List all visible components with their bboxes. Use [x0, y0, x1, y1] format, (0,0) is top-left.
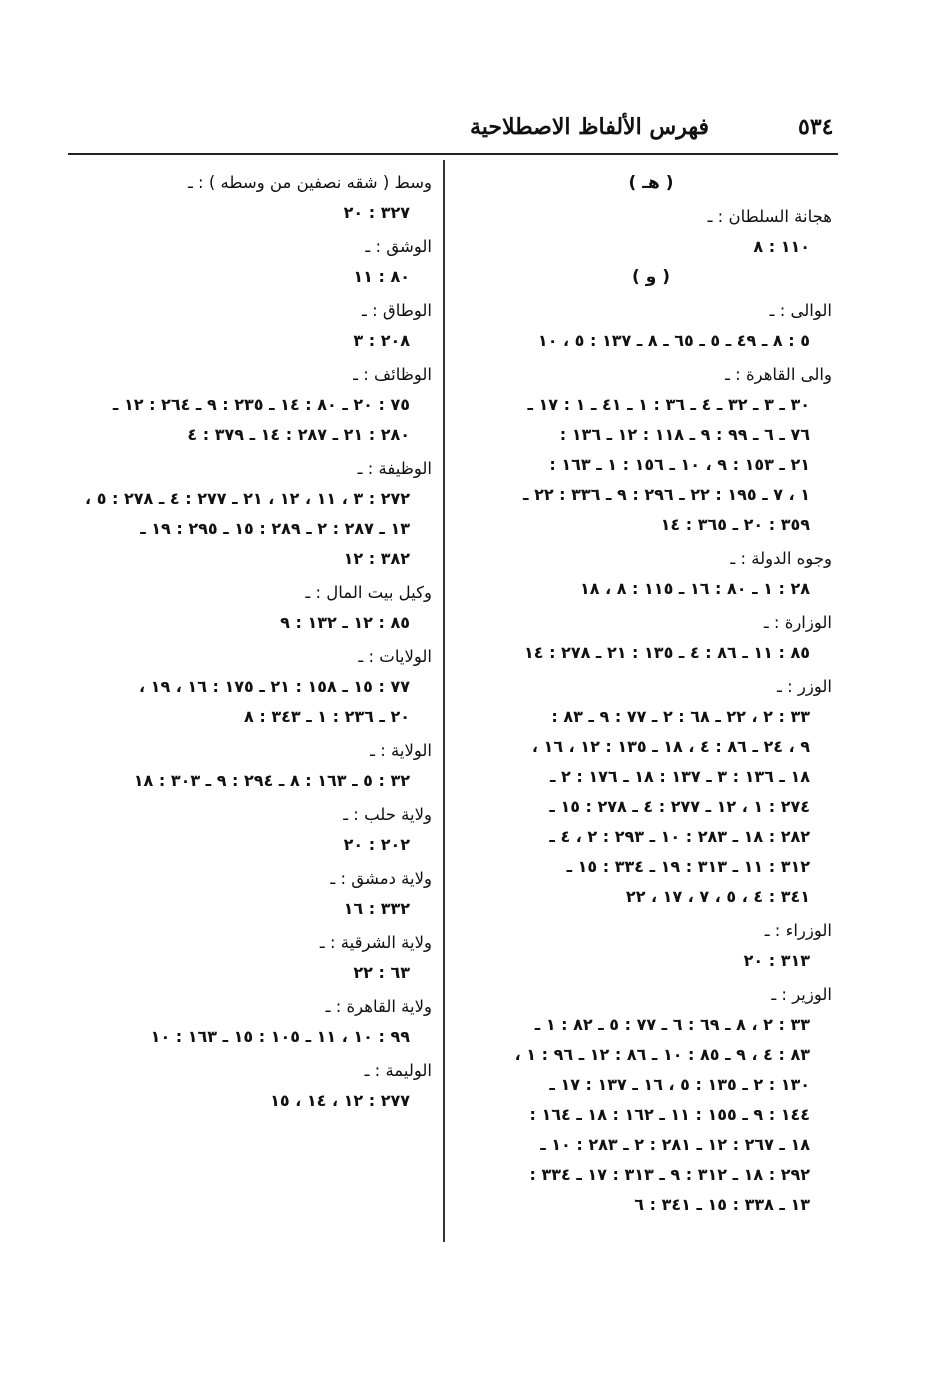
column-divider — [443, 160, 445, 1242]
page-number: ٥٣٤ — [798, 114, 834, 140]
left-page-references: ٣٣٢ : ١٦ — [343, 899, 410, 918]
right-page-references: ١٣٠ : ٢ ـ ١٣٥ : ٥ ، ١٦ ـ ١٣٧ : ١٧ ـ — [549, 1075, 810, 1094]
left-index-term: الوليمة : ـ — [364, 1061, 432, 1080]
left-index-term: الوشق : ـ — [365, 237, 432, 256]
left-page-references: ١٣ ـ ٢٨٧ : ٢ ـ ٢٨٩ : ١٥ ـ ٢٩٥ : ١٩ ـ — [140, 519, 410, 538]
left-index-term: وسط ( شقه نصفين من وسطه ) : ـ — [187, 173, 432, 192]
left-page-references: ٨٥ : ١٢ ـ ١٣٢ : ٩ — [280, 613, 410, 632]
right-page-references: ٧٦ ـ ٦ ـ ٩٩ : ٩ ـ ١١٨ : ١٢ ـ ١٣٦ : — [559, 425, 810, 444]
left-page-references: ٧٥ : ٢٠ ـ ٨٠ : ١٤ ـ ٢٣٥ : ٩ ـ ٢٦٤ : ١٢ ـ — [112, 395, 410, 414]
right-page-references: ١ ، ٧ ـ ١٩٥ : ٢٢ ـ ٢٩٦ : ٩ ـ ٣٣٦ : ٢٢ ـ — [523, 485, 810, 504]
left-page-references: ٣٢٧ : ٢٠ — [343, 203, 410, 222]
left-index-term: الولاية : ـ — [370, 741, 432, 760]
right-page-references: ٩ ، ٢٤ ـ ٨٦ : ٤ ، ١٨ ـ ١٣٥ : ١٢ ، ١٦ ، — [531, 737, 810, 756]
right-page-references: ٢٩٢ : ١٨ ـ ٣١٢ : ٩ ـ ٣١٣ : ١٧ ـ ٣٣٤ : — [529, 1165, 810, 1184]
left-page-references: ٧٧ : ١٥ ـ ١٥٨ : ٢١ ـ ١٧٥ : ١٦ ، ١٩ ، — [139, 677, 410, 696]
right-index-term: الوالى : ـ — [769, 301, 832, 320]
left-index-term: ولاية الشرقية : ـ — [319, 933, 432, 952]
right-page-references: ١٣ ـ ٣٣٨ : ١٥ ـ ٣٤١ : ٦ — [634, 1195, 810, 1214]
right-index-term: الوزر : ـ — [777, 677, 832, 696]
right-page-references: ٣١٣ : ٢٠ — [743, 951, 810, 970]
left-index-term: ولاية القاهرة : ـ — [325, 997, 432, 1016]
left-index-term: الولايات : ـ — [358, 647, 432, 666]
right-index-term: هجانة السلطان : ـ — [707, 207, 832, 226]
right-index-term: الوزراء : ـ — [764, 921, 832, 940]
right-page-references: ١٨ ـ ٢٦٧ : ١٢ ـ ٢٨١ : ٢ ـ ٢٨٣ : ١٠ ـ — [540, 1135, 810, 1154]
right-page-references: ١١٠ : ٨ — [753, 237, 810, 256]
left-page-references: ٢٨٠ : ٢١ ـ ٢٨٧ : ١٤ ـ ٣٧٩ : ٤ — [187, 425, 410, 444]
right-page-references: ٣٣ : ٢ ، ٢٢ ـ ٦٨ : ٢ ـ ٧٧ : ٩ ـ ٨٣ : — [551, 707, 810, 726]
left-index-term: ولاية دمشق : ـ — [330, 869, 432, 888]
right-page-references: ٣٥٩ : ٢٠ ـ ٣٦٥ : ١٤ — [660, 515, 810, 534]
left-page-references: ٣٨٢ : ١٢ — [343, 549, 410, 568]
right-page-references: ٨٥ : ١١ ـ ٨٦ : ٤ ـ ١٣٥ : ٢١ ـ ٢٧٨ : ١٤ — [523, 643, 810, 662]
header-rule — [68, 153, 838, 155]
left-index-term: الوطاق : ـ — [362, 301, 432, 320]
right-page-references: ١٤٤ : ٩ ـ ١٥٥ : ١١ ـ ١٦٢ : ١٨ ـ ١٦٤ : — [529, 1105, 810, 1124]
left-index-term: الوظائف : ـ — [353, 365, 432, 384]
left-page-references: ٣٢ : ٥ ـ ١٦٣ : ٨ ـ ٢٩٤ : ٩ ـ ٣٠٣ : ١٨ — [133, 771, 410, 790]
right-section-letter: ( و ) — [632, 267, 670, 287]
right-page-references: ٥ : ٨ ـ ٤٩ ـ ٥ ـ ٦٥ ـ ٨ ـ ١٣٧ : ٥ ، ١٠ — [537, 331, 810, 350]
right-column — [460, 168, 832, 1220]
left-page-references: ٢٠٢ : ٢٠ — [343, 835, 410, 854]
left-page-references: ٢٠ ـ ٢٣٦ : ١ ـ ٣٤٣ : ٨ — [244, 707, 410, 726]
right-section-letter: ( هـ ) — [628, 173, 674, 193]
right-page-references: ٢٨٢ : ١٨ ـ ٢٨٣ : ١٠ ـ ٢٩٣ : ٢ ، ٤ ـ — [549, 827, 810, 846]
right-index-term: والى القاهرة : ـ — [725, 365, 832, 384]
page-header — [68, 108, 839, 148]
left-column — [62, 168, 432, 1116]
right-page-references: ٣١٢ : ١١ ـ ٣١٣ : ١٩ ـ ٣٣٤ : ١٥ ـ — [566, 857, 810, 876]
right-page-references: ١٨ ـ ١٣٦ : ٣ ـ ١٣٧ : ١٨ ـ ١٧٦ : ٢ ـ — [550, 767, 810, 786]
right-page-references: ٢٧٤ : ١ ، ١٢ ـ ٢٧٧ : ٤ ـ ٢٧٨ : ١٥ ـ — [549, 797, 810, 816]
page-title: فهرس الألفاظ الاصطلاحية — [469, 114, 709, 140]
left-page-references: ٢٠٨ : ٣ — [353, 331, 410, 350]
right-page-references: ٣٠ ـ ٣ ـ ٣٢ ـ ٤ ـ ٣٦ : ١ ـ ٤١ ـ ١ : ١٧ ـ — [527, 395, 810, 414]
left-index-term: الوظيفة : ـ — [357, 459, 432, 478]
right-page-references: ٢٨ : ١ ـ ٨٠ : ١٦ ـ ١١٥ : ٨ ، ١٨ — [579, 579, 810, 598]
left-page-references: ٦٣ : ٢٢ — [353, 963, 410, 982]
left-index-term: وكيل بيت المال : ـ — [305, 583, 432, 602]
right-page-references: ٣٤١ : ٤ ، ٥ ، ٧ ، ١٧ ، ٢٢ — [625, 887, 810, 906]
left-page-references: ٩٩ : ١٠ ، ١١ ـ ١٠٥ : ١٥ ـ ١٦٣ : ١٠ — [150, 1027, 410, 1046]
right-index-term: وجوه الدولة : ـ — [730, 549, 832, 568]
right-page-references: ٢١ ـ ١٥٣ : ٩ ، ١٠ ـ ١٥٦ : ١ ـ ١٦٣ : — [549, 455, 810, 474]
left-page-references: ٢٧٧ : ١٢ ، ١٤ ، ١٥ — [270, 1091, 410, 1110]
right-page-references: ٨٣ : ٤ ، ٩ ـ ٨٥ : ١٠ ـ ٨٦ : ١٢ ـ ٩٦ : ١ ، — [514, 1045, 810, 1064]
right-page-references: ٣٣ : ٢ ، ٨ ـ ٦٩ : ٦ ـ ٧٧ : ٥ ـ ٨٢ : ١ ـ — [534, 1015, 810, 1034]
right-index-term: الوزارة : ـ — [763, 613, 832, 632]
right-index-term: الوزير : ـ — [771, 985, 832, 1004]
left-page-references: ٨٠ : ١١ — [353, 267, 410, 286]
left-index-term: ولاية حلب : ـ — [343, 805, 432, 824]
left-page-references: ٢٧٢ : ٣ ، ١١ ، ١٢ ، ٢١ ـ ٢٧٧ : ٤ ـ ٢٧٨ : ٥ ، — [85, 489, 410, 508]
